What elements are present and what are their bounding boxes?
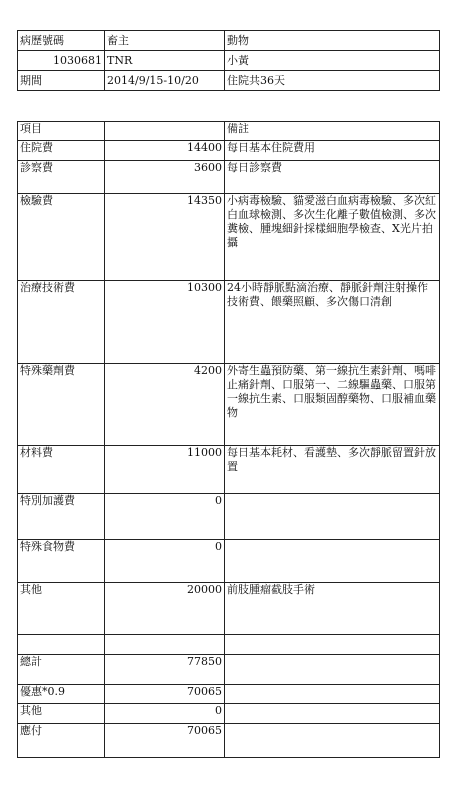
fee-note: 每日診察費 bbox=[225, 161, 440, 194]
fee-table bbox=[17, 121, 440, 758]
fee-header-row bbox=[18, 122, 440, 141]
fee-amount: 70065 bbox=[105, 685, 225, 704]
fee-amount: 4200 bbox=[105, 364, 225, 446]
info-row-period bbox=[18, 71, 440, 91]
fee-amount: 0 bbox=[105, 494, 225, 540]
fee-row bbox=[18, 364, 440, 446]
info-row-values bbox=[18, 51, 440, 71]
fee-note: 外寄生蟲預防藥、第一線抗生素針劑、嗎啡止痛針劑、口服第一、二線驅蟲藥、口服第一線抗生素、口服類固醇藥物、口服補血藥物 bbox=[225, 364, 440, 446]
fee-item: 材料費 bbox=[18, 446, 105, 494]
record-no-value: 1030681 bbox=[18, 51, 105, 71]
fee-note bbox=[225, 655, 440, 685]
fee-row bbox=[18, 281, 440, 364]
fee-note bbox=[225, 635, 440, 655]
fee-item: 其他 bbox=[18, 583, 105, 635]
fee-amount: 3600 bbox=[105, 161, 225, 194]
info-row-labels bbox=[18, 31, 440, 51]
payable-row bbox=[18, 724, 440, 758]
owner-label: 畜主 bbox=[105, 31, 225, 51]
fee-row bbox=[18, 161, 440, 194]
fee-note: 每日基本住院費用 bbox=[225, 141, 440, 161]
fee-row bbox=[18, 141, 440, 161]
fee-item: 特殊食物費 bbox=[18, 540, 105, 583]
fee-row bbox=[18, 494, 440, 540]
stay-value: 住院共36天 bbox=[225, 71, 440, 91]
fee-row-blank bbox=[18, 635, 440, 655]
fee-item: 特殊藥劑費 bbox=[18, 364, 105, 446]
total-row bbox=[18, 655, 440, 685]
fee-amount: 14400 bbox=[105, 141, 225, 161]
record-no-label: 病歷號碼 bbox=[18, 31, 105, 51]
fee-note bbox=[225, 724, 440, 758]
animal-value: 小黃 bbox=[225, 51, 440, 71]
fee-note bbox=[225, 685, 440, 704]
fee-row bbox=[18, 583, 440, 635]
fee-note: 24小時靜脈點滴治療、靜脈針劑注射操作技術費、餵藥照顧、多次傷口清創 bbox=[225, 281, 440, 364]
fee-amount: 0 bbox=[105, 704, 225, 724]
patient-info-table bbox=[17, 30, 440, 91]
fee-item: 其他 bbox=[18, 704, 105, 724]
fee-amount: 77850 bbox=[105, 655, 225, 685]
fee-item: 應付 bbox=[18, 724, 105, 758]
fee-item: 治療技術費 bbox=[18, 281, 105, 364]
fee-item: 檢驗費 bbox=[18, 194, 105, 281]
other-row bbox=[18, 704, 440, 724]
animal-label: 動物 bbox=[225, 31, 440, 51]
item-header: 項目 bbox=[18, 122, 105, 141]
period-label: 期間 bbox=[18, 71, 105, 91]
fee-amount: 10300 bbox=[105, 281, 225, 364]
fee-item: 住院費 bbox=[18, 141, 105, 161]
fee-note bbox=[225, 540, 440, 583]
fee-note: 小病毒檢驗、貓愛滋白血病毒檢驗、多次紅白血球檢測、多次生化離子數值檢測、多次糞檢、腫塊細針採樣細胞學檢查、X光片拍攝 bbox=[225, 194, 440, 281]
fee-note bbox=[225, 704, 440, 724]
fee-item: 優惠*0.9 bbox=[18, 685, 105, 704]
note-header: 備註 bbox=[225, 122, 440, 141]
fee-amount: 70065 bbox=[105, 724, 225, 758]
owner-value: TNR bbox=[105, 51, 225, 71]
fee-row bbox=[18, 540, 440, 583]
fee-item: 特別加護費 bbox=[18, 494, 105, 540]
period-value: 2014/9/15-10/20 bbox=[105, 71, 225, 91]
fee-amount: 14350 bbox=[105, 194, 225, 281]
fee-note: 每日基本耗材、看護墊、多次靜脈留置針放置 bbox=[225, 446, 440, 494]
fee-note: 前肢腫瘤截肢手術 bbox=[225, 583, 440, 635]
fee-row bbox=[18, 194, 440, 281]
fee-amount: 11000 bbox=[105, 446, 225, 494]
discount-row bbox=[18, 685, 440, 704]
fee-item: 總計 bbox=[18, 655, 105, 685]
fee-amount: 20000 bbox=[105, 583, 225, 635]
fee-item: 診察費 bbox=[18, 161, 105, 194]
fee-row bbox=[18, 446, 440, 494]
fee-amount: 0 bbox=[105, 540, 225, 583]
fee-note bbox=[225, 494, 440, 540]
fee-item bbox=[18, 635, 105, 655]
fee-amount bbox=[105, 635, 225, 655]
amount-header bbox=[105, 122, 225, 141]
